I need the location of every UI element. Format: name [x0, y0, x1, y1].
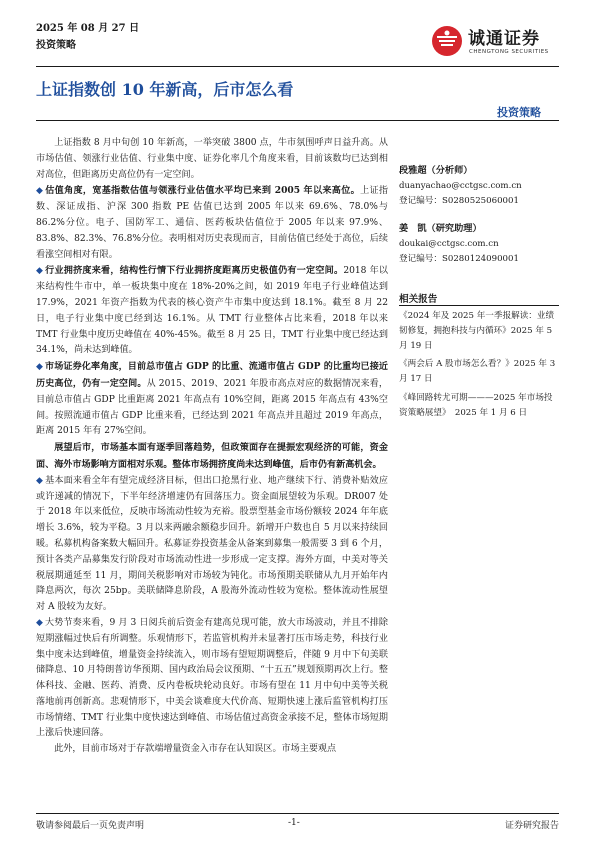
paragraph-text: 大势节奏来看，9 月 3 日阅兵前后资金有建高兑现可能，放大市场波动，并且不排除短期涨幅过快后有所调整。乐观情形下，若监管机构并未显著打压市场走势，科技行业集中度未达到峰值，增量资金持续流入，则市场有望短期调整后，伴随 9 月中下旬美联储降息、10 月特朗普访华预期、国内政治局会议预期、“十五五”规划预期再次上行。整体科技、金融、医药、消费、反内卷板块轮动良好。市场有望在 11 月中旬中美等关税落地前再创新高。悲观情形下，中美会谈难度大代价高、短期快速上涨后监管机构打压市场情绪、TMT 行业集中度快速达到峰值、市场估值过高资金承接不足，整体市场短期上涨后快速回落。: [36, 617, 388, 739]
paragraph-text: 上证指数 8 月中旬创 10 年新高，一举突破 3800 点，牛市氛围呼声日益升高。从市场估值、领涨行业估值、行业集中度、证券化率几个角度来看，目前该数均已达到相对高位，但距离历史高位仍有一定空间。: [36, 138, 388, 180]
analyst-registration: 登记编号：S0280525060001: [399, 195, 519, 206]
report-date: 2025 年 08 月 27 日: [36, 23, 140, 34]
body-paragraph: [36, 742, 388, 758]
report-body: [36, 136, 388, 758]
bullet-diamond-icon: ◆: [36, 475, 44, 486]
report-category: 投资策略: [36, 40, 76, 51]
paragraph-emphasis: 展望后市，市场基本面有逐季回落趋势，但政策面存在提振宏观经济的可能，资金面、海外市场影响方面相对乐观。整体市场拥挤度尚未达到峰值，后市仍有新高机会。: [36, 442, 388, 470]
analyst-panel: [399, 164, 559, 281]
body-paragraph: [36, 474, 388, 616]
logo-name: 诚通证券: [468, 29, 540, 49]
analyst-card: [399, 164, 559, 208]
related-report-item[interactable]: 《2024 年及 2025 年一季报解读：业绩韧修复，拥抱科技与内循环》2025 年 5 月 19 日: [399, 311, 555, 351]
logo-english-name: CHENGTONG SECURITIES: [469, 49, 549, 55]
body-paragraph: [36, 440, 388, 474]
paragraph-text: 上证指数、深证成指、沪深 300 指数 PE 估值已达到 2005 年以来 69.6%、78.0%与 86.2%分位。电子、国防军工、通信、医药板块估值位于 2005 年以来 97.9%、83.8%、82.3%、76.8%分位。表明相对历史表现而言，目前估值已经处于高位，后续看涨空间相对有限。: [36, 186, 388, 260]
bullet-diamond-icon: ◆: [36, 266, 44, 277]
footer-doc-type: 证券研究报告: [505, 821, 560, 831]
analyst-registration: 登记编号：S0280124090001: [399, 253, 519, 264]
paragraph-emphasis: 市场证券化率角度，目前总市值占 GDP 的比重、流通市值占 GDP 的比重均已接近历史高位，仍有一定空间。: [36, 361, 388, 389]
related-report-item[interactable]: 《两会后 A 股市场怎么看？》2025 年 3 月 17 日: [399, 359, 556, 385]
body-paragraph: [36, 183, 388, 263]
page-title: 上证指数创 10 年新高，后市怎么看: [36, 80, 294, 99]
paragraph-text: 基本面来看全年有望完成经济目标，但出口抢黑行业、地产继续下行、消费补贴效应或许递减的情况下，下半年经济增速仍有回落压力。资金面展望较为乐观。DR007 处于 2018 年以来低位，反映市场流动性较为充裕。股票型基金市场份额较 2024 年年底增长 3.6%，较为平稳。3 月以来两融余额稳步回升。新增开户数也自 5 月以来持续回暖。私募机构备案数大幅回升。私募证券投资基金从备案到募集一般需要 3 到 6 个月，预计各类产品募集发行阶段对市场流动性进一步形成一定支撑。海外方面，中美对等关税展期通延至 11 月，期间关税影响对市场较为钝化。市场预期美联储从九月开始年内降息两次，每次 25bp。美联储降息阶段，A 股海外流动性较为宽松。整体流动性展望对 A 股较为友好。: [36, 475, 388, 613]
logo-emblem-icon: [430, 24, 464, 58]
body-paragraph: [36, 616, 388, 742]
analyst-name: 姜 凯（研究助理）: [399, 223, 482, 235]
footer-rule: [36, 813, 559, 814]
paragraph-emphasis: 行业拥挤度来看，结构性行情下行业拥挤度距离历史极值仍有一定空间。: [45, 265, 344, 277]
related-reports-rule: [399, 305, 559, 306]
body-paragraph: [36, 136, 388, 183]
paragraph-emphasis: 估值角度，宽基指数估值与领涨行业估值水平均已来到 2005 年以来高位。: [45, 185, 361, 197]
bullet-diamond-icon: ◆: [36, 617, 44, 628]
company-logo: [430, 22, 560, 66]
analyst-email[interactable]: doukai@cctgsc.com.cn: [399, 239, 499, 250]
related-report-item[interactable]: 《峰回路转尤可期———2025 年市场投资策略展望》 2025 年 1 月 6 日: [399, 392, 553, 418]
title-rule: [36, 120, 559, 121]
bullet-diamond-icon: ◆: [36, 186, 44, 197]
related-reports-title: 相关报告: [399, 294, 438, 305]
analyst-card: [399, 222, 559, 266]
disclaimer-note: 敬请参阅最后一页免责声明: [36, 821, 145, 831]
body-paragraph: [36, 263, 388, 359]
paragraph-text: 2018 年以来结构性牛市中，单一板块集中度在 18%-20%之间，如 2019 年电子行业峰值达到 17.9%，2021 年资产指数为代表的核心资产牛市集中度达到 18.1%。截至 8 月 22 日，电子行业集中度已经到达 16.1%。从 TMT 行业整体占比来看，2018 年以来 TMT 行业集中度历史峰值在 40%-45%。截至 8 月 25 日，TMT 行业集中度已经达到 34.1%，尚未达到峰值。: [36, 266, 388, 356]
paragraph-text: 从 2015、2019、2021 年股市高点对应的数据情况来看，目前总市值占 GDP 比重距离 2021 年高点有 10%空间，距离 2015 年高点有 43%空间。按照流通市值占 GDP 比重来看，已经达到 2021 年高点并且超过 2019 年高点，距离 2015 年有 27%空间。: [36, 378, 388, 437]
analyst-email[interactable]: duanyachao@cctgsc.com.cn: [399, 180, 522, 191]
analyst-name: 段雅超（分析师）: [399, 165, 473, 176]
bullet-diamond-icon: ◆: [36, 362, 44, 373]
related-reports-list: [399, 309, 559, 425]
section-badge: 投资策略: [497, 106, 541, 119]
header-rule: [36, 66, 559, 67]
paragraph-text: 此外，目前市场对于存款端增量资金入市存在认知误区。市场主要观点: [54, 744, 337, 755]
body-paragraph: [36, 359, 388, 440]
page-number: -1-: [288, 818, 300, 828]
